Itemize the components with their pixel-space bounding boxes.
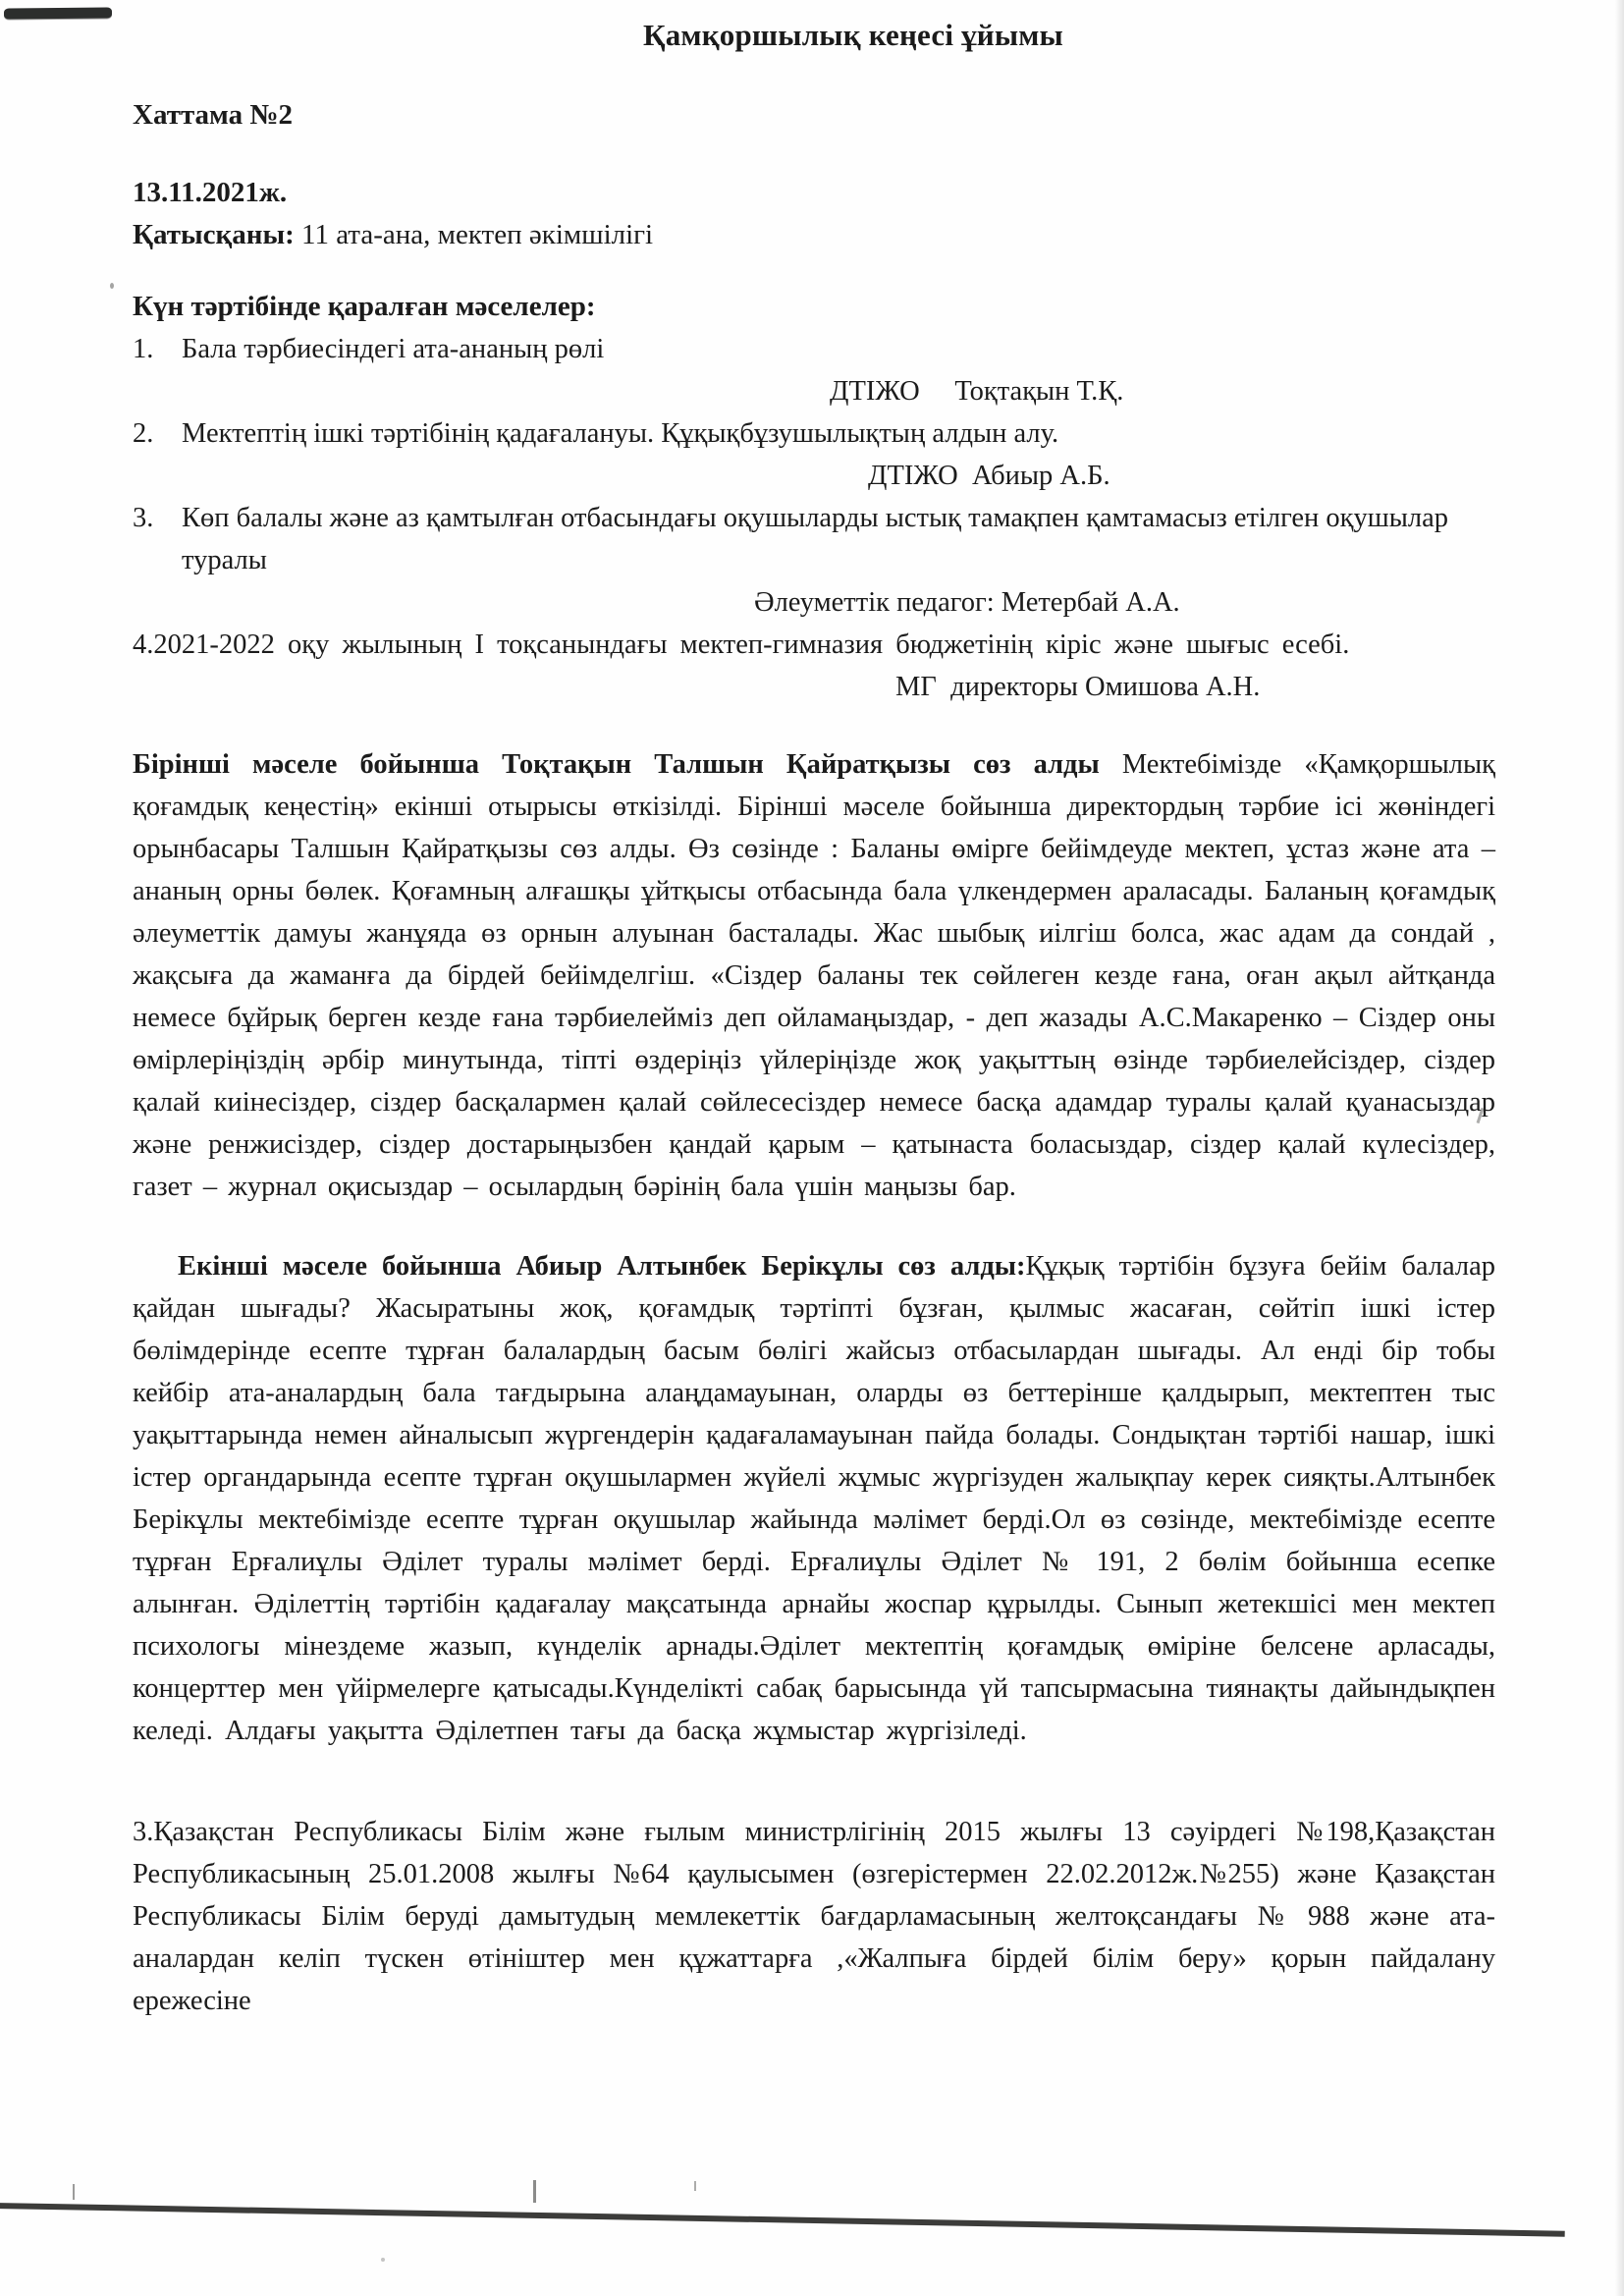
agenda-item-3 xyxy=(133,497,1495,581)
agenda-heading: Күн тәртібінде қаралған мәселелер: xyxy=(133,291,596,322)
paragraph-first-issue xyxy=(133,743,1495,1208)
attendees-label: Қатысқаны: xyxy=(133,219,295,250)
agenda-item-text: Мектептің ішкі тәртібінің қадағалануы. Құқықбұзушылықтың алдын алу. xyxy=(182,418,1059,449)
scan-speck xyxy=(73,2184,75,2200)
paragraph-lead: Екінші мәселе бойынша Абиыр Алтынбек Берікұлы сөз алды: xyxy=(178,1251,1026,1282)
agenda-item-text: 2021-2022 оқу жылының I тоқсанындағы мектеп-гимназия бюджетінің кіріс және шығыс есебі. xyxy=(153,629,1350,660)
agenda-speaker-1: ДТІЖО Тоқтақын Т.Қ. xyxy=(830,376,1124,407)
attendees-value: 11 ата-ана, мектеп әкімшілігі xyxy=(294,219,654,250)
scan-speck xyxy=(110,283,114,289)
paragraph-second-issue xyxy=(133,1245,1495,1752)
agenda-item-number: 2. xyxy=(133,418,154,449)
paragraph-body: 3.Қазақстан Республикасы Білім және ғылым министрлігінің 2015 жылғы 13 сәуірдегі №198,Қазақстан Республикасының 25.01.2008 жылғы №64 қаулысымен (өзгерістермен 22.02.2012ж.№255) және Қазақстан Республикасы Білім беруді дамытудың мемлекеттік бағдарламасының желтоқсандағы № 988 және ата-аналардан келіп түскен өтініштер мен құжаттарға ,«Жалпыға бірдей білім беру» қорын пайдалану ережесіне xyxy=(133,1817,1495,2016)
agenda-speaker-3: Әлеуметтік педагог: Метербай А.А. xyxy=(754,587,1180,618)
agenda-item-number: 1. xyxy=(133,334,154,364)
scan-speck xyxy=(381,2258,385,2262)
protocol-number: Хаттама №2 xyxy=(133,99,293,131)
paragraph-body: Мектебімізде «Қамқоршылық қоғамдық кеңестің» екінші отырысы өткізілді. Бірінші мәселе бойынша директордың тәрбие ісі жөніндегі орынбасары Талшын Қайратқызы сөз алды. Өз сөзінде : Баланы өмірге бейімдеуде мектеп, ұстаз және ата – ананың орны бөлек. Қоғамның алғашқы ұйтқысы отбасында бала үлкендермен араласады. Баланың қоғамдық әлеуметтік дамуы жанұяда өз орнын алуынан басталады. Жас шыбық иілгіш болса, жас адам да сондай , жақсыға да жаманға да бірдей бейімделгіш. «Сіздер баланы тек сөйлеген кезде ғана, оған ақыл айтқанда немесе бұйрық берген кезде ғана тәрбиелейміз деп ойламаңыздар, - деп жазады А.С.Макаренко – Сіздер оны өмірлеріңіздің әрбір минутында, тіпті өздеріңіз үйлеріңізде жоқ уақыттың өзінде тәрбиелейсіздер, сіздер қалай киінесіздер, сіздер басқалармен қалай сөйлесесіздер немесе басқа адамдар туралы қалай қуанасыздар және ренжисіздер, сіздер достарыңызбен қандай қарым – қатынаста боласыздар, сіздер қалай күлесіздер, газет – журнал оқисыздар – осылардың бәрінің бала үшін маңызы бар. xyxy=(133,749,1495,1202)
agenda-item-text: Көп балалы және аз қамтылған отбасындағы оқушыларды ыстық тамақпен қамтамасыз етілген оқушылар туралы xyxy=(182,503,1448,575)
agenda-item-1 xyxy=(133,328,1495,370)
agenda-item-2 xyxy=(133,412,1495,455)
agenda-item-text: Бала тәрбиесіндегі ата-ананың рөлі xyxy=(182,334,605,364)
scan-artifact-bottom-line xyxy=(0,2203,1565,2237)
paragraph-body: Құқық тәртібін бұзуға бейім балалар қайдан шығады? Жасыратыны жоқ, қоғамдық тәртіпті бұзған, қылмыс жасаған, сөйтіп ішкі істер бөлімдерінде есепте тұрған балалардың басым бөлігі жайсыз отбасылардан шығады. Ал енді бір тобы кейбір ата-аналардың бала тағдырына алаңдамауынан, оларды өз беттерінше қалдырып, мектептен тыс уақыттарында немен айналысып жүргендерін қадағаламауынан пайда болады. Сондықтан тәртібі нашар, ішкі істер органдарында есепте тұрған оқушылармен жүйелі жұмыс жүргізуден жалықпау керек сияқты.Алтынбек Берікұлы мектебімізде есепте тұрған оқушылар жайында мәлімет берді.Ол өз сөзінде, мектебімізде есепте тұрған Ерғалиұлы Әділет туралы мәлімет берді. Ерғалиұлы Әділет № 191, 2 бөлім бойынша есепке алынған. Әділеттің тәртібін қадағалау мақсатында арнайы жоспар құрылды. Сынып жетекшісі мен мектеп психологы мінездеме жазып, күнделік арнады.Әділет мектептің қоғамдық өміріне белсене арласады, концерттер мен үйірмелерге қатысады.Күнделікті сабақ барысында үй тапсырмасына тиянақты дайындықпен келеді. Алдағы уақытта Әділетпен тағы да басқа жұмыстар жүргізіледі. xyxy=(133,1251,1495,1746)
agenda-item-number: 3. xyxy=(133,503,154,533)
scan-speck xyxy=(694,2181,696,2191)
agenda-speaker-2: ДТІЖО Абиыр А.Б. xyxy=(868,461,1110,491)
meeting-date: 13.11.2021ж. xyxy=(133,177,288,208)
paragraph-third-issue xyxy=(133,1811,1495,2022)
scan-speck xyxy=(533,2180,536,2203)
agenda-item-number: 4. xyxy=(133,629,154,660)
agenda-speaker-4: МГ директоры Омишова А.Н. xyxy=(895,672,1261,702)
document-content xyxy=(133,14,1495,2022)
agenda-item-4 xyxy=(133,624,1495,666)
paragraph-lead: Бірінші мәселе бойынша Тоқтақын Талшын Қайратқызы сөз алды xyxy=(133,749,1100,780)
scan-artifact-top-bar xyxy=(4,7,112,19)
org-title: Қамқоршылық кеңесі ұйымы xyxy=(643,18,1063,52)
scan-edge-shadow xyxy=(1615,0,1624,2296)
attendees-line xyxy=(133,214,1495,256)
